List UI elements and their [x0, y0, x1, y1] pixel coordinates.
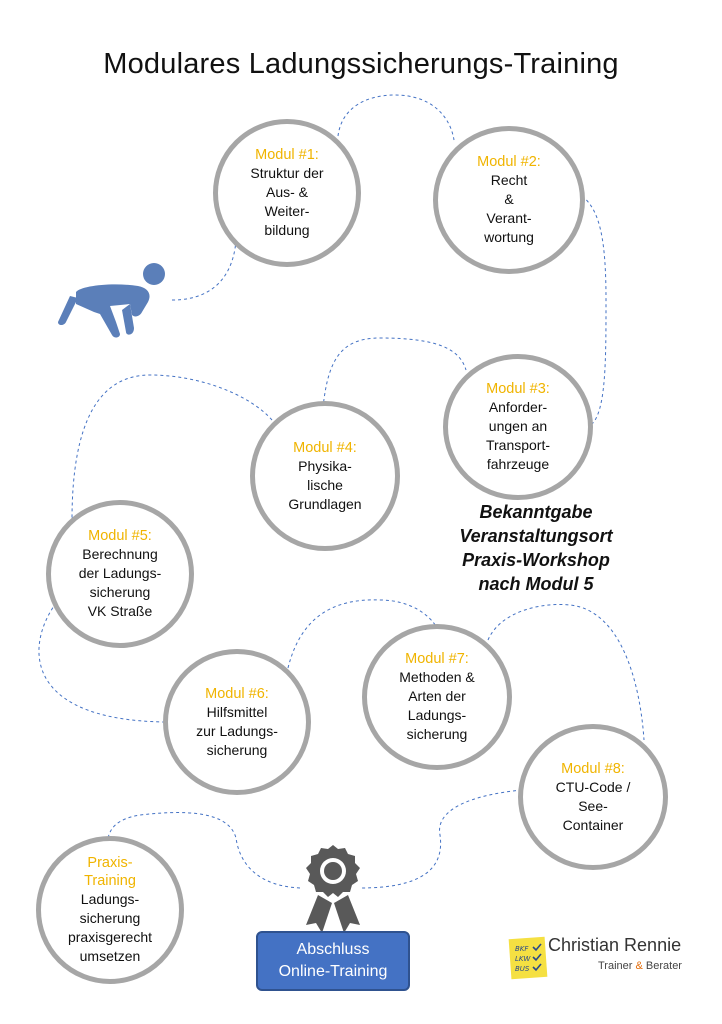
page-title: Modulares Ladungssicherungs-Training [103, 48, 619, 80]
module-text: sicherung [206, 741, 268, 758]
module-text: CTU-Code / [555, 778, 631, 795]
workshop-announcement [445, 500, 627, 596]
module-text: Container [562, 816, 624, 833]
module-text: & [504, 191, 514, 207]
module-text: Methoden & [399, 669, 475, 685]
module-text: Berechnung [82, 546, 158, 562]
module-text: Recht [490, 172, 528, 188]
module-2-circle [433, 126, 585, 274]
module-text: VK Straße [87, 603, 153, 619]
module-text: See- [578, 797, 608, 814]
abschluss-line: Online-Training [278, 963, 388, 980]
praxis-text: praxisgerecht [67, 929, 153, 945]
module-text: Verant- [486, 210, 532, 226]
module-text: Transport- [485, 437, 551, 453]
praxis-text: Ladungs- [80, 891, 140, 907]
logo-last-name: Rennie [624, 935, 682, 955]
module-heading: Modul #8: [561, 760, 625, 777]
module-heading: Modul #1: [255, 147, 319, 163]
abschluss-online-training-box [256, 931, 410, 991]
logo-subtitle [598, 960, 682, 972]
module-text: Anforder- [488, 399, 548, 415]
announcement-line: nach Modul 5 [478, 574, 594, 594]
announcement-line: Veranstaltungsort [459, 526, 613, 546]
module-text: zur Ladungs- [196, 722, 278, 739]
module-text: ungen an [488, 418, 548, 434]
module-text: sicherung [89, 584, 151, 600]
module-text: wortung [484, 229, 534, 245]
module-text: Grundlagen [288, 495, 362, 512]
module-heading: Modul #6: [205, 685, 269, 702]
module-heading: Modul #3: [486, 381, 550, 397]
praxis-training-circle [36, 836, 184, 984]
runner-start-icon [56, 262, 168, 338]
abschluss-line: Abschluss [296, 941, 370, 958]
praxis-text: umsetzen [79, 948, 141, 964]
logo-first-name: Christian [548, 935, 620, 955]
module-3-circle [443, 354, 593, 500]
module-6-circle [163, 649, 311, 795]
module-text: Aus- & [265, 184, 308, 200]
module-heading: Modul #7: [405, 651, 469, 667]
module-8-circle [518, 724, 668, 870]
module-text: sicherung [406, 726, 468, 742]
module-text: Weiter- [264, 203, 310, 219]
logo-badge-line: LKW [515, 955, 531, 963]
module-5-circle [46, 500, 194, 648]
module-heading: Modul #4: [293, 439, 357, 456]
module-text: Struktur der [250, 165, 324, 181]
logo-name [548, 935, 681, 956]
module-heading: Modul #2: [477, 154, 541, 170]
logo-ampersand: & [635, 960, 643, 972]
module-text: Physika- [298, 457, 352, 474]
module-heading: Modul #5: [88, 528, 152, 544]
praxis-text: sicherung [79, 910, 141, 926]
award-ribbon-icon [300, 843, 366, 935]
announcement-line: Praxis-Workshop [462, 550, 610, 570]
logo-badge-line: BKF [515, 945, 529, 953]
praxis-heading: Praxis- [87, 855, 133, 871]
module-text: der Ladungs- [78, 565, 162, 581]
module-text: bildung [264, 222, 310, 238]
praxis-heading: Training [84, 873, 136, 889]
module-text: fahrzeuge [486, 456, 550, 472]
module-text: Arten der [408, 688, 466, 704]
module-text: Hilfsmittel [206, 703, 268, 720]
module-text: Ladungs- [407, 707, 467, 723]
logo-sub-a: Trainer [598, 960, 636, 972]
module-7-circle [362, 624, 512, 770]
logo-badge-line: BUS [515, 965, 530, 973]
module-4-circle [250, 401, 400, 551]
module-text: lische [307, 476, 343, 493]
module-1-circle [213, 119, 361, 267]
announcement-line: Bekanntgabe [479, 502, 593, 522]
logo-sub-b: Berater [642, 960, 682, 972]
